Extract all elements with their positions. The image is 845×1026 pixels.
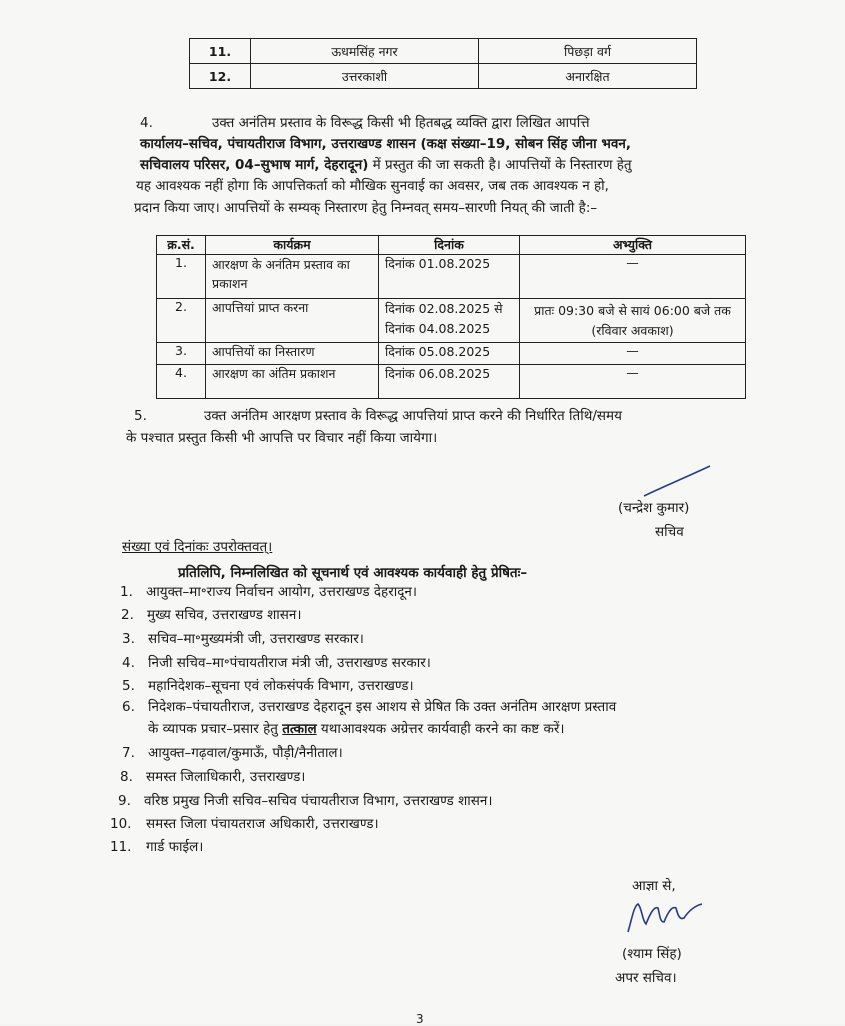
remark-cell: — (520, 365, 746, 399)
paragraph-line: प्रदान किया जाए। आपत्तियों के सम्यक् निस्तारण हेतु निम्नवत् समय–सारणी नियत् की जाती है:– (134, 200, 598, 216)
column-header: दिनांक (379, 236, 520, 255)
signatory-name: (श्याम सिंह) (622, 946, 682, 962)
district-reservation-table (189, 38, 697, 89)
table-row (157, 299, 746, 343)
remark-cell: — (520, 255, 746, 299)
serial-number: 3. (157, 343, 206, 365)
list-item: 9. वरिष्ठ प्रमुख निजी सचिव–सचिव पंचायतीराज विभाग, उत्तराखण्ड शासन। (118, 793, 493, 809)
paragraph-number: 4. (140, 115, 153, 131)
list-item: 1. आयुक्त–मा॰राज्य निर्वाचन आयोग, उत्तराखण्ड देहरादून। (120, 584, 417, 600)
district-name: उत्तरकाशी (251, 64, 479, 89)
page-number: 3 (416, 1012, 424, 1026)
serial-number: 2. (157, 299, 206, 343)
list-item: 7. आयुक्त–गढ़वाल/कुमाऊँ, पौड़ी/नैनीताल। (122, 745, 343, 761)
paragraph-text: में प्रस्तुत की जा सकती है। आपत्तियों के निस्तारण हेतु (368, 157, 632, 173)
table-row (157, 255, 746, 299)
list-item: 6. निदेशक–पंचायतीराज, उत्तराखण्ड देहरादून इस आशय से प्रेषित कि उक्त अनंतिम आरक्षण प्रस्ताव (122, 699, 617, 715)
row-number: 11. (190, 39, 251, 64)
program-cell: आरक्षण के अनंतिम प्रस्ताव का प्रकाशन (206, 255, 379, 299)
row-number: 12. (190, 64, 251, 89)
date-cell: दिनांक 01.08.2025 (379, 255, 520, 299)
signatory-designation: सचिव (655, 524, 684, 540)
program-cell: आपत्तियां प्राप्त करना (206, 299, 379, 343)
list-item: 11. गार्ड फाईल। (110, 839, 204, 855)
program-cell: आपत्तियों का निस्तारण (206, 343, 379, 365)
signatory-name: (चन्द्रेश कुमार) (618, 500, 690, 516)
column-header: कार्यक्रम (206, 236, 379, 255)
copy-intro: प्रतिलिपि, निम्नलिखित को सूचनार्थ एवं आवश्यक कार्यवाही हेतु प्रेषितः– (178, 565, 528, 581)
signature-chandresh-kumar (640, 462, 715, 502)
table-header-row (157, 236, 746, 255)
reference-number: संख्या एवं दिनांकः उपरोक्तवत्। (122, 539, 273, 555)
paragraph-line: कार्यालय–सचिव, पंचायतीराज विभाग, उत्तराखण्ड शासन (कक्ष संख्या–19, सोबन सिंह जीना भवन, (140, 136, 631, 152)
table-row (157, 343, 746, 365)
date-cell: दिनांक 05.08.2025 (379, 343, 520, 365)
list-item-continuation: के व्यापक प्रचार–प्रसार हेतु तत्काल यथाआवश्यक अग्रेत्तर कार्यवाही करने का कष्ट करें। (148, 721, 565, 737)
list-item: 4. निजी सचिव–मा॰पंचायतीराज मंत्री जी, उत्तराखण्ड सरकार। (122, 655, 431, 671)
list-item: 2. मुख्य सचिव, उत्तराखण्ड शासन। (121, 607, 302, 623)
order-by-text: आज्ञा से, (632, 878, 676, 894)
remark-cell: — (520, 343, 746, 365)
signatory-designation: अपर सचिव। (615, 970, 677, 986)
remark-cell: प्रातः 09:30 बजे से सायं 06:00 बजे तक (रविवार अवकाश) (520, 299, 746, 343)
paragraph-line: के पश्चात प्रस्तुत किसी भी आपत्ति पर विचार नहीं किया जायेगा। (126, 430, 438, 446)
reservation-category: पिछड़ा वर्ग (479, 39, 697, 64)
column-header: क्र.सं. (157, 236, 206, 255)
list-item: 8. समस्त जिलाधिकारी, उत्तराखण्ड। (120, 769, 306, 785)
paragraph-line: यह आवश्यक नहीं होगा कि आपत्तिकर्ता को मौखिक सुनवाई का अवसर, जब तक आवश्यक न हो, (136, 178, 609, 194)
date-cell: दिनांक 02.08.2025 से दिनांक 04.08.2025 (379, 299, 520, 343)
paragraph-line: उक्त अनंतिम आरक्षण प्रस्ताव के विरूद्ध आपत्तियां प्राप्त करने की निर्धारित तिथि/समय (204, 408, 622, 424)
signature-shyam-singh (622, 898, 712, 938)
serial-number: 1. (157, 255, 206, 299)
paragraph-line: उक्त अनंतिम प्रस्ताव के विरूद्ध किसी भी हितबद्ध व्यक्ति द्वारा लिखित आपत्ति (212, 115, 590, 131)
reservation-category: अनारक्षित (479, 64, 697, 89)
schedule-table (156, 235, 746, 399)
program-cell: आरक्षण का अंतिम प्रकाशन (206, 365, 379, 399)
serial-number: 4. (157, 365, 206, 399)
date-cell: दिनांक 06.08.2025 (379, 365, 520, 399)
table-row (190, 64, 697, 89)
list-item: 3. सचिव–मा॰मुख्यमंत्री जी, उत्तराखण्ड सरकार। (122, 631, 364, 647)
list-item: 10. समस्त जिला पंचायतराज अधिकारी, उत्तराखण्ड। (110, 816, 379, 832)
column-header: अभ्युक्ति (520, 236, 746, 255)
district-name: ऊधमसिंह नगर (251, 39, 479, 64)
table-row (157, 365, 746, 399)
table-row (190, 39, 697, 64)
list-item: 5. महानिदेशक–सूचना एवं लोकसंपर्क विभाग, उत्तराखण्ड। (122, 678, 414, 694)
address-text: सचिवालय परिसर, 04–सुभाष मार्ग, देहरादून) (140, 157, 369, 173)
paragraph-number: 5. (134, 408, 147, 424)
